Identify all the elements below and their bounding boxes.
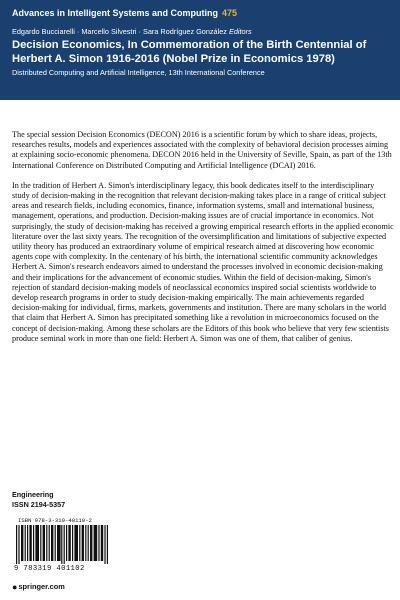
barcode-digits: 9 783319 401102 xyxy=(14,565,85,573)
editors-role: Editors xyxy=(228,27,252,36)
book-title xyxy=(12,39,392,66)
cover-header-band xyxy=(0,0,400,100)
editors-names: Edgardo Bucciarelli · Marcello Silvestri · Sara Rodríguez González xyxy=(12,27,227,36)
issn-label: ISSN 2194-5357 xyxy=(12,500,66,509)
series-line xyxy=(12,8,237,18)
isbn-text: ISBN 978-3-319-40110-2 xyxy=(18,517,92,524)
series-number: 475 xyxy=(222,8,238,18)
bullet-icon: ● xyxy=(12,582,18,592)
website-text: springer.com xyxy=(18,582,65,591)
series-name: Advances in Intelligent Systems and Computing xyxy=(12,8,219,18)
subject-label: Engineering xyxy=(12,490,54,499)
book-title-line-2: Herbert A. Simon 1916-2016 (Nobel Prize in Economics 1978) xyxy=(12,52,335,65)
book-title-line-1: Decision Economics, In Commemoration of the Birth Centennial of xyxy=(12,39,367,51)
blurb-paragraph-1: The special session Decision Economics (DECON) 2016 is a scientific forum by which to share ideas, projects, researches results, models and experiences associated with the complexity of behavioral decision processes aiming at explaining socio-economic phenomena. DECON 2016 held in the University of Seville, Spain, as part of the 13th International Conference on Distributed Computing and Artificial Intelligence (DCAI) 2016. xyxy=(12,130,392,170)
blurb-paragraph-2: In the tradition of Herbert A. Simon's interdisciplinary legacy, this book dedicates itself to the interdisciplinary study of decision-making in the recognition that relevant decision-making takes place in a range of critical subject areas and research fields, including economics, finance, information systems, small and international business, management, operations, and production. Decision-making issues are of crucial importance in economics. Not surprisingly, the study of decision-making has received a growing empirical research efforts in the applied economic literature over the last sixty years. The recognition of the oversimplification and limitations of subjective expected utility theory has produced an extraordinary volume of empirical research aimed at discovering how economic agents cope with complexity. In the centenary of his birth, the international scientific community acknowledges Herbert A. Simon's research endeavors aimed to understand the processes involved in economic decision-making and their implications for the advancement of economic studies. Within the field of decision-making, Simon's rejection of standard decision-making models of neoclassical economics inspired social scientists worldwide to develop research programs in order to study decision-making empirically. The main achievements regarded decision-making for individual, firms, markets, governments and institution. There are many scholars in the world that claim that Herbert A. Simon has precipitated something like a revolution in microeconomics focused on the concept of decision-making. Among these scholars are the Editors of this book who believe that very few scientists produce seminal work in more than one field: Herbert A. Simon was one of them, that caliber of genius. xyxy=(12,180,394,343)
book-subtitle: Distributed Computing and Artificial Intelligence, 13th International Conference xyxy=(12,68,265,77)
editors-line xyxy=(12,27,252,36)
blurb xyxy=(12,130,394,354)
publisher-website xyxy=(12,582,65,592)
